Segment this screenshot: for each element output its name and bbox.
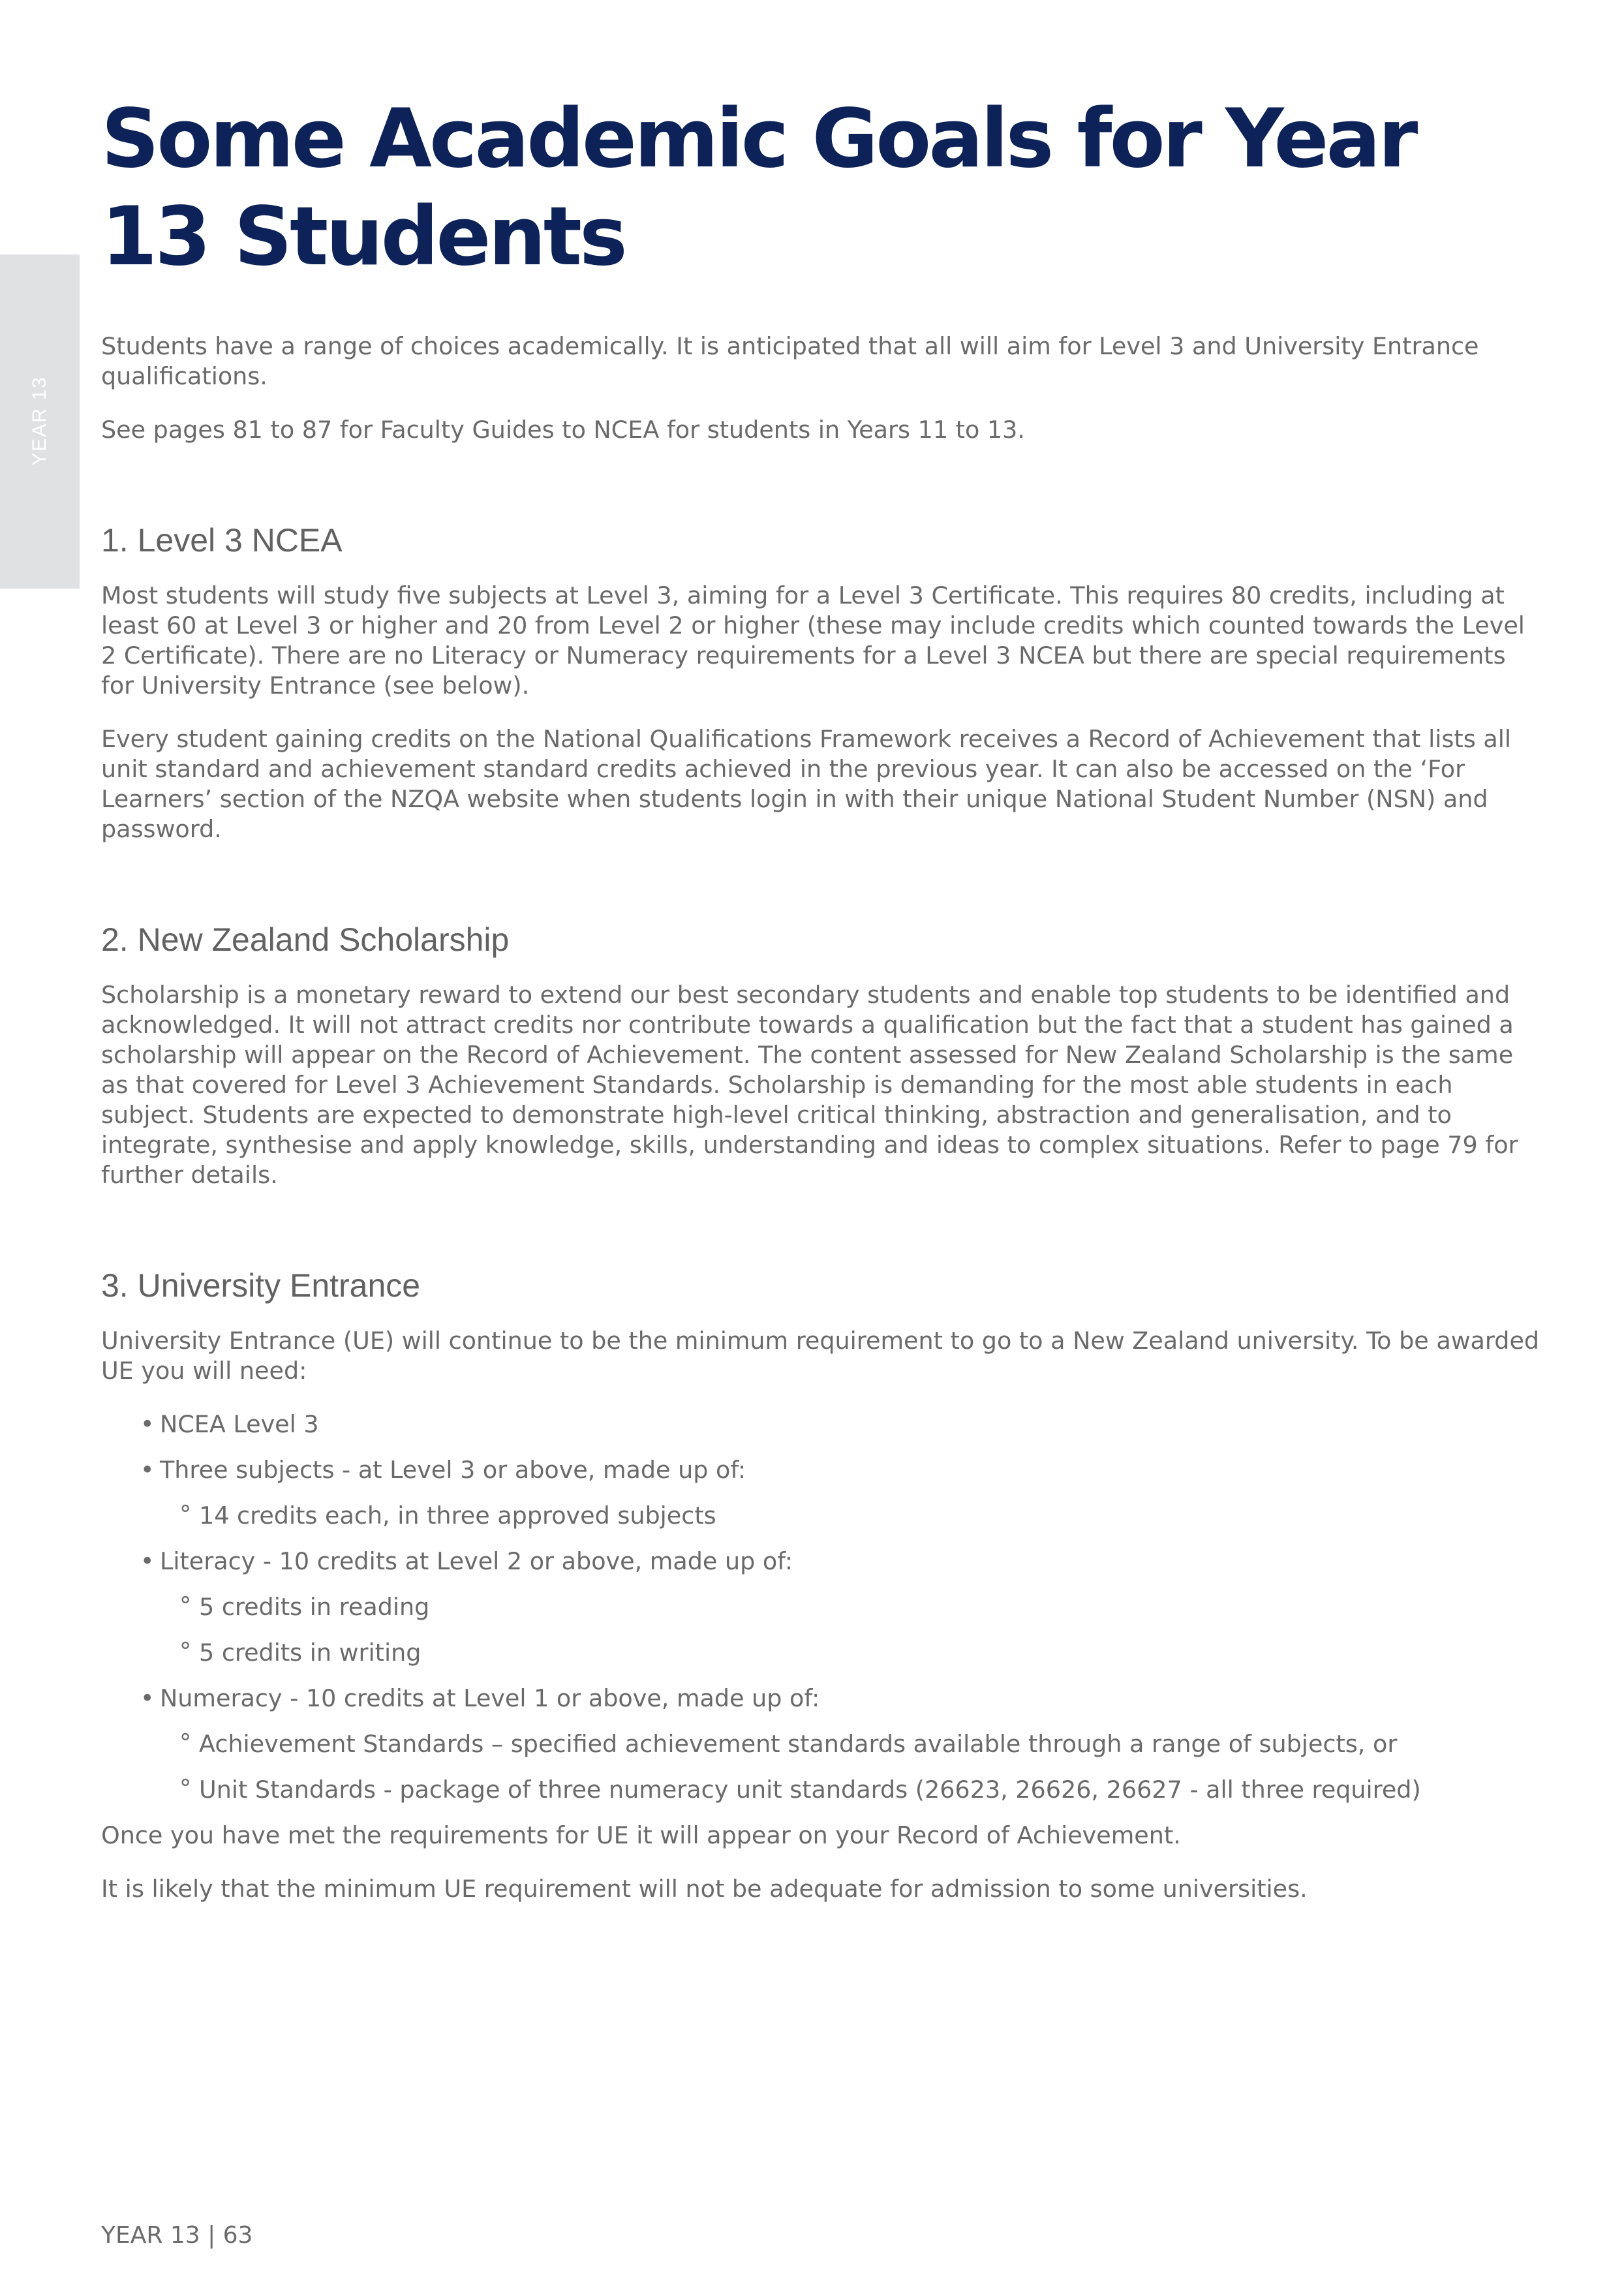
side-tab-label: YEAR 13 bbox=[29, 376, 50, 466]
sub-list bbox=[160, 1729, 1540, 1805]
list-item-text: Numeracy - 10 credits at Level 1 or above, made up of: bbox=[160, 1684, 820, 1712]
page-title: Some Academic Goals for Year 13 Students bbox=[101, 92, 1416, 284]
section-paragraph: Most students will study five subjects at Level 3, aiming for a Level 3 Certificate. This requires 80 credits, including at least 60 at Level 3 or higher and 20 from Level 2 or higher (these may include credits which counted towards the Level 2 Certificate). There are no Literacy or Numeracy requirements for a Level 3 NCEA but there are special requirements for University Entrance (see below). bbox=[101, 581, 1525, 700]
intro-paragraph: See pages 81 to 87 for Faculty Guides to NCEA for students in Years 11 to 13. bbox=[101, 416, 1025, 444]
closing-paragraph: It is likely that the minimum UE requirement will not be adequate for admission to some universities. bbox=[101, 1875, 1308, 1903]
sub-list-item: ° Achievement Standards – specified achievement standards available through a range of subjects, or bbox=[199, 1729, 1540, 1759]
section-heading-university-entrance: 3. University Entrance bbox=[101, 1267, 421, 1304]
section-paragraph: University Entrance (UE) will continue to be the minimum requirement to go to a New Zealand university. To be awarded UE you will need: bbox=[101, 1327, 1540, 1385]
list-item bbox=[160, 1455, 1540, 1531]
section-heading-scholarship: 2. New Zealand Scholarship bbox=[101, 921, 510, 958]
list-item bbox=[160, 1409, 1540, 1440]
section-paragraph: Scholarship is a monetary reward to extend our best secondary students and enable top students to be identified and acknowledged. It will not attract credits nor contribute towards a qualification but the fact that a student has gained a scholarship will appear on the Record of Achievement. The content assessed for New Zealand Scholarship is the same as that covered for Level 3 Achievement Standards. Scholarship is demanding for the most able students in each subject. Students are expected to demonstrate high-level critical thinking, abstraction and generalisation, and to integrate, synthesise and apply knowledge, skills, understanding and ideas to complex situations. Refer to page 79 for further details. bbox=[101, 981, 1518, 1189]
ue-requirements-list bbox=[101, 1409, 1540, 1805]
closing-paragraph: Once you have met the requirements for UE it will appear on your Record of Achievement. bbox=[101, 1821, 1181, 1849]
list-item bbox=[160, 1684, 1540, 1805]
section-heading-level3-ncea: 1. Level 3 NCEA bbox=[101, 522, 343, 559]
page-content bbox=[101, 90, 1540, 1928]
sub-list-item: ° 5 credits in reading bbox=[199, 1592, 1540, 1622]
list-item-text: Three subjects - at Level 3 or above, made up of: bbox=[160, 1456, 746, 1484]
list-item-text: Literacy - 10 credits at Level 2 or above, made up of: bbox=[160, 1547, 793, 1575]
list-item bbox=[160, 1547, 1540, 1668]
sub-list bbox=[160, 1501, 1540, 1531]
sub-list-item: ° Unit Standards - package of three numeracy unit standards (26623, 26626, 26627 - all three required) bbox=[199, 1775, 1540, 1805]
sub-list-item: ° 5 credits in writing bbox=[199, 1638, 1540, 1668]
page-footer: YEAR 13 | 63 bbox=[101, 2222, 253, 2249]
section-paragraph: Every student gaining credits on the National Qualifications Framework receives a Record of Achievement that lists all unit standard and achievement standard credits achieved in the previous year. It can also be accessed on the ‘For Learners’ section of the NZQA website when students login in with their unique National Student Number (NSN) and password. bbox=[101, 725, 1511, 843]
sub-list-item: ° 14 credits each, in three approved subjects bbox=[199, 1501, 1540, 1531]
sub-list bbox=[160, 1592, 1540, 1668]
intro-paragraph: Students have a range of choices academically. It is anticipated that all will aim for Level 3 and University Entrance qualifications. bbox=[101, 332, 1479, 390]
list-item-text: NCEA Level 3 bbox=[160, 1410, 319, 1438]
